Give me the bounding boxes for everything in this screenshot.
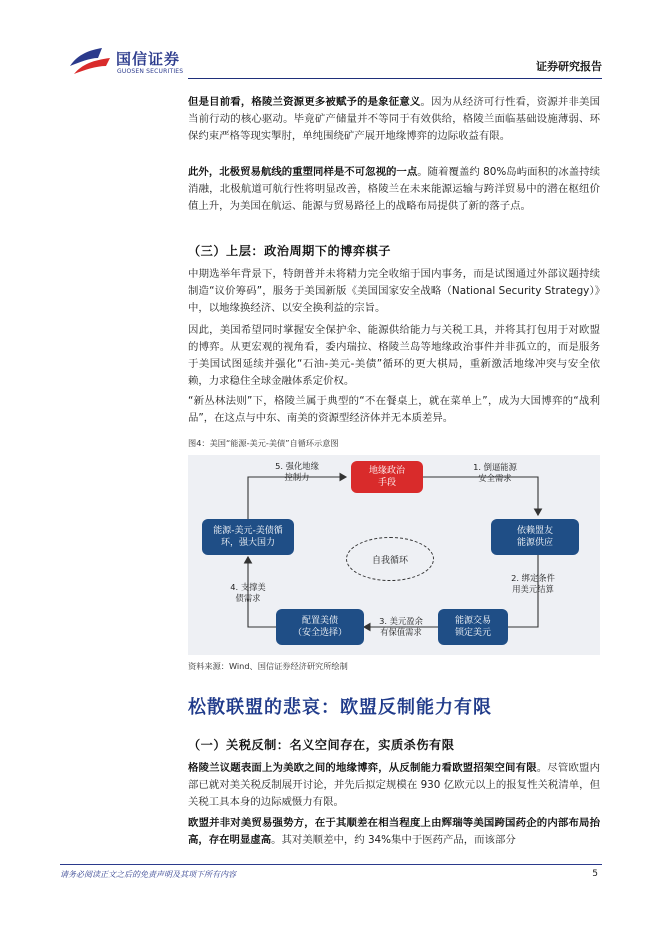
- logo-english-name: GUOSEN SECURITIES: [117, 68, 184, 75]
- logo-chinese-name: 国信证券: [116, 50, 181, 68]
- subheading-political-cycle: （三）上层：政治周期下的博弈棋子: [188, 244, 391, 258]
- paragraph-eu-limited: [188, 760, 600, 811]
- paragraph-body: 。其对美顺差中，约 34%集中于医药产品，而该部分: [271, 834, 516, 846]
- node-energy-trade-dollar: 能源交易 锁定美元: [438, 609, 508, 645]
- company-logo: [68, 44, 183, 84]
- logo-mark-icon: [68, 44, 112, 78]
- paragraph-arctic-route: [188, 164, 600, 215]
- node-energy-dollar-cycle: 能源-美元-美债循 环，强大国力: [202, 519, 294, 555]
- paragraph-jungle-law: “新丛林法则”下，格陵兰属于典型的“不在餐桌上，就在菜单上”，成为大国博弈的“战利品”，在这点与中东、南美的资源型经济体并无本质差异。: [188, 395, 600, 424]
- cycle-diagram: [188, 455, 600, 655]
- arrow-5: [248, 477, 346, 519]
- paragraph-lead: 格陵兰议题表面上为美欧之间的地缘博弈，从反制能力看欧盟招架空间有限: [188, 762, 537, 774]
- paragraph-eu-surplus: [188, 815, 600, 849]
- paragraph-body: 。因为从经济可行性看，资源并非美国当前行动的核心驱动。毕竟矿产储量并不等同于有效供给，格陵兰面临基础设施薄弱、环保约束严格等现实掣肘，单纯围绕矿产展开地缘博弈的边际收益有限。: [188, 96, 601, 142]
- paragraph-eu-bargain: 因此，美国希望同时掌握安全保护伞、能源供给能力与关税工具，并将其打包用于对欧盟的博弈。从更宏观的视角看，委内瑞拉、格陵兰岛等地缘政治事件并非孤立的，而是服务于美国试图延续并强化“石油-美元-美债”循环的更大棋局，重新激活地缘冲突与安全依赖，力求稳住全球金融体系定价权。: [188, 324, 600, 387]
- self-cycle-label: 自我循环: [371, 555, 408, 566]
- step-4-label: 4. 支撑美 债需求: [230, 582, 266, 603]
- step-3-label: 3. 美元盈余 有保值需求: [379, 616, 423, 637]
- footer-divider: [60, 864, 602, 865]
- step-2-label: 2. 绑定条件 用美元结算: [511, 573, 555, 594]
- node-allocate-treasuries: 配置美债 （安全选择）: [276, 609, 364, 645]
- figure-source: 资料来源：Wind、国信证券经济研究所绘制: [188, 661, 348, 671]
- paragraph-lead: 此外，北极贸易航线的重塑同样是不可忽视的一点: [188, 166, 418, 178]
- paragraph-body: 。随着覆盖约 80%岛屿面积的冰盖持续消融，北极航道可航行性将明显改善，格陵兰在未来能源运输与跨洋贸易中的潜在枢纽价值上升，为美国在航运、能源与贸易路径上的战略布局提供了新的落子点。: [188, 166, 601, 212]
- paragraph-lead: 但是目前看，格陵兰资源更多被赋予的是象征意义: [188, 96, 421, 108]
- header-divider: [188, 78, 602, 79]
- paragraph-body: 。尽管欧盟内部已就对美关税反制展开讨论，并先后拟定规模在 930 亿欧元以上的报复性关税清单，但关税工具本身的边际威慑力有限。: [188, 762, 600, 808]
- node-geopolitical-means: 地缘政治 手段: [351, 461, 423, 493]
- node-ally-energy-supply: 依赖盟友 能源供应: [491, 519, 579, 555]
- section-title: 松散联盟的悲哀：欧盟反制能力有限: [188, 697, 492, 718]
- self-cycle-ellipse: [346, 537, 434, 581]
- subheading-tariff-countermeasure: （一）关税反制：名义空间存在，实质杀伤有限: [188, 738, 455, 752]
- footer-disclaimer: 请务必阅读正文之后的免责声明及其项下所有内容: [60, 870, 236, 879]
- step-5-label: 5. 强化地缘 控制力: [275, 461, 319, 482]
- page-number: 5: [592, 869, 598, 879]
- step-1-label: 1. 倒逼能源 安全需求: [473, 462, 517, 483]
- paragraph-resources: [188, 94, 600, 145]
- report-type-label: 证券研究报告: [536, 60, 602, 73]
- figure-caption: 图4：美国“能源-美元-美债”自循环示意图: [188, 438, 339, 448]
- paragraph-midterm: 中期选举年背景下，特朗普并未将精力完全收缩于国内事务，而是试图通过外部议题持续制造“议价筹码”，服务于美国新版《美国国家安全战略（National Security Strategy）》中，以地缘换经济、以安全换利益的宗旨。: [188, 268, 600, 314]
- paragraph-lead: 欧盟并非对美贸易强势方，在于其顺差在相当程度上由辉瑞等美国跨国药企的内部布局抬高，存在明显虚高: [188, 817, 600, 846]
